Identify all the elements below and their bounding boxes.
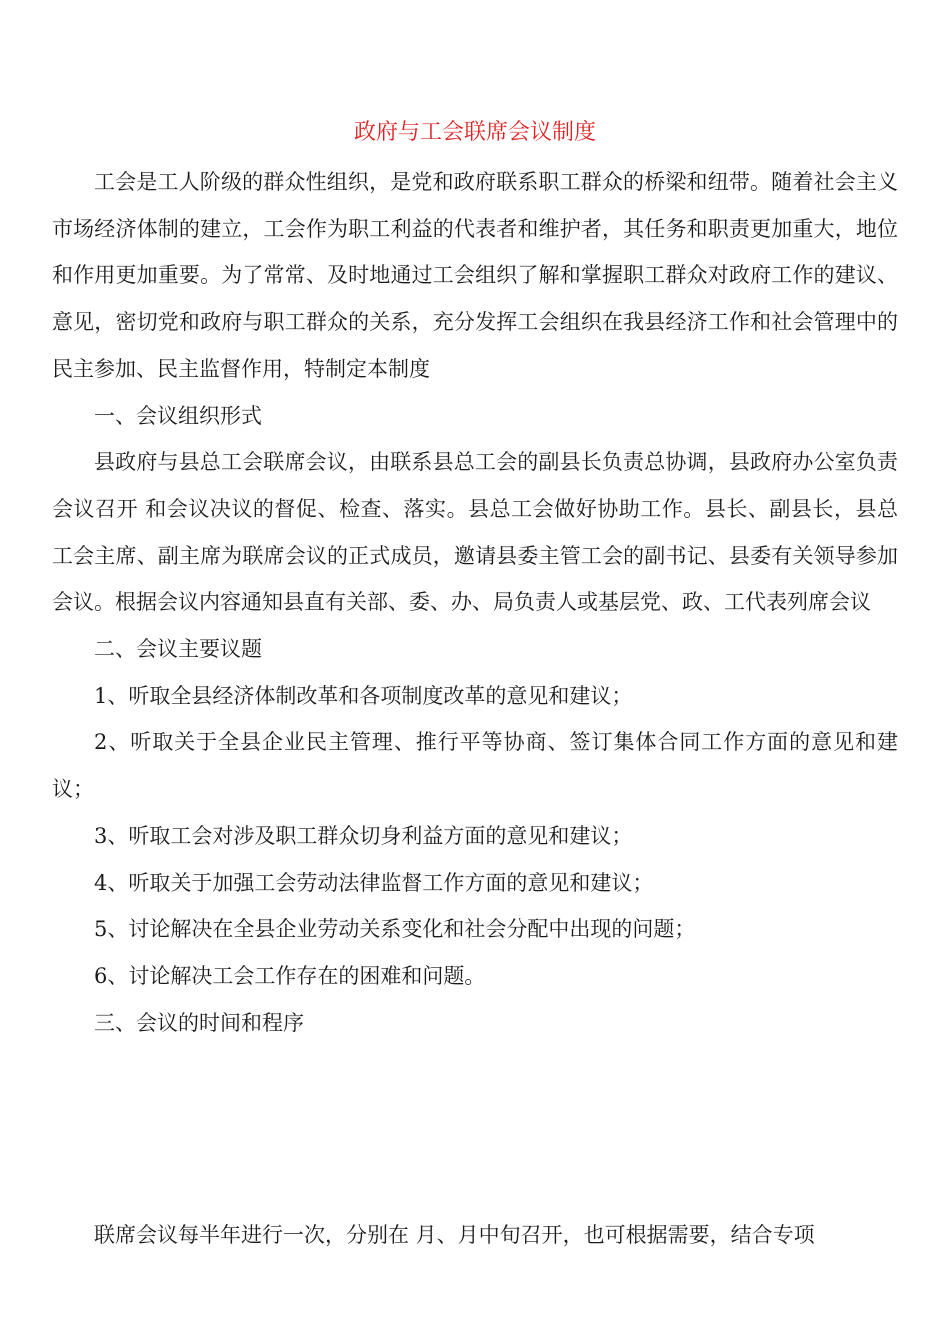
document-tail <box>52 1212 898 1259</box>
section-heading-2: 二、会议主要议题 <box>94 637 262 662</box>
agenda-item-4: 4、听取关于加强工会劳动法律监督工作方面的意见和建议； <box>94 870 654 895</box>
tail-paragraph: 联席会议每半年进行一次，分别在 月、月中旬召开，也可根据需要，结合专项 <box>94 1223 815 1247</box>
section-heading-3: 三、会议的时间和程序 <box>94 1010 304 1035</box>
agenda-item-1: 1、听取全县经济体制改革和各项制度改革的意见和建议； <box>94 683 633 708</box>
agenda-item-3: 3、听取工会对涉及职工群众切身利益方面的意见和建议； <box>94 823 633 848</box>
document-body <box>52 159 898 1046</box>
agenda-item-2: 2、听取关于全县企业民主管理、推行平等协商、签订集体合同工作方面的意见和建议； <box>52 730 898 802</box>
section-heading-1: 一、会议组织形式 <box>94 403 262 428</box>
intro-paragraph: 工会是工人阶级的群众性组织，是党和政府联系职工群众的桥梁和纽带。随着社会主义市场经济体制的建立，工会作为职工利益的代表者和维护者，其任务和职责更加重大，地位和作用更加重要。为了常常、及时地通过工会组织了解和掌握职工群众对政府工作的建议、意见，密切党和政府与职工群众的关系，充分发挥工会组织在我县经济工作和社会管理中的民主参加、民主监督作用，特制定本制度 <box>52 170 898 381</box>
section-1-paragraph: 县政府与县总工会联席会议，由联系县总工会的副县长负责总协调，县政府办公室负责会议召开 和会议决议的督促、检查、落实。县总工会做好协助工作。县长、副县长，县总工会主席、副主席为联席会议的正式成员，邀请县委主管工会的副书记、县委有关领导参加会议。根据会议内容通知县直有关部、委、办、局负责人或基层党、政、工代表列席会议 <box>52 450 898 615</box>
document-title: 政府与工会联席会议制度 <box>353 120 596 145</box>
agenda-item-6: 6、讨论解决工会工作存在的困难和问题。 <box>94 963 486 988</box>
agenda-item-5: 5、讨论解决在全县企业劳动关系变化和社会分配中出现的问题； <box>94 917 696 942</box>
